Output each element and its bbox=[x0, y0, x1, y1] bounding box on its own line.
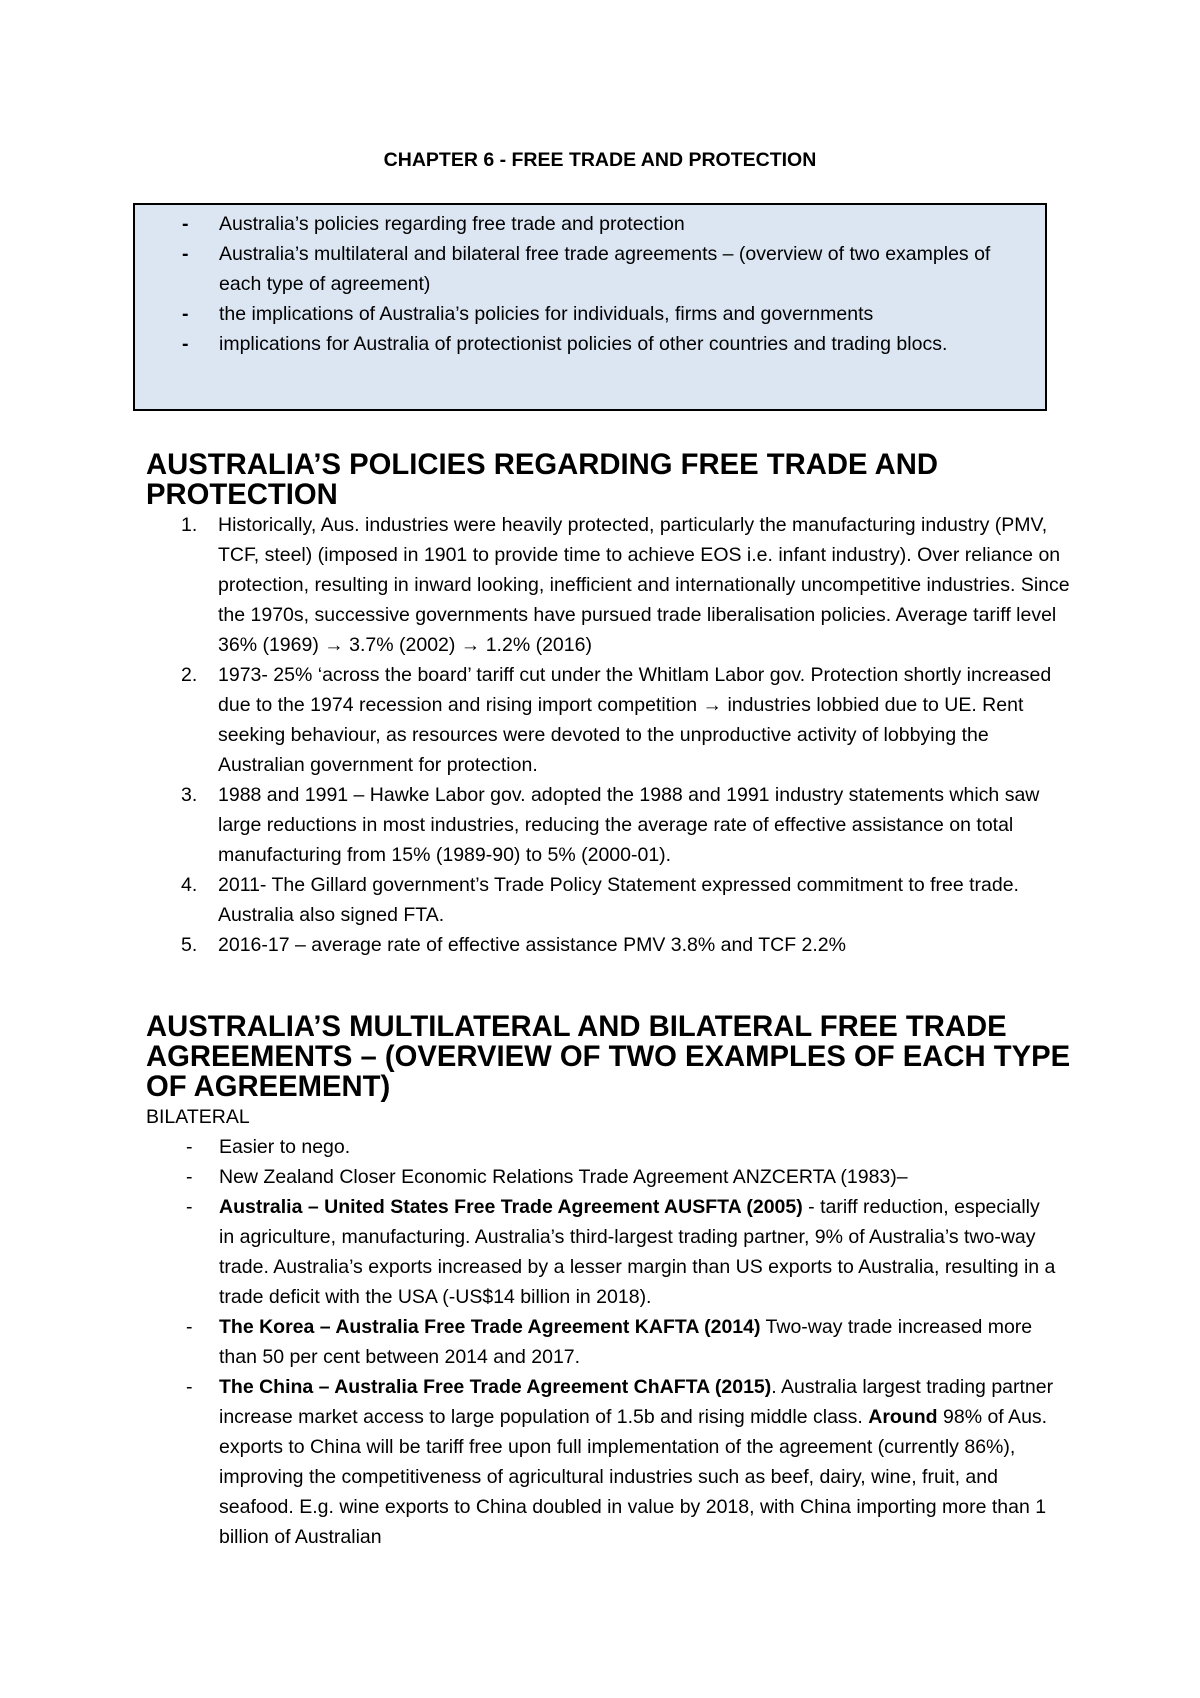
outcomes-list bbox=[135, 209, 1045, 359]
bilateral-list bbox=[146, 1132, 1086, 1552]
agreement-item: - Easier to nego. bbox=[146, 1132, 1086, 1162]
section-heading: AUSTRALIA’S MULTILATERAL AND BILATERAL FREE TRADE AGREEMENTS – (OVERVIEW OF TWO EXAMPLES OF EACH TYPE OF AGREEMENT) bbox=[146, 1011, 1071, 1103]
dash-bullet: - bbox=[182, 303, 189, 325]
agreement-item: - Australia – United States Free Trade Agreement AUSFTA (2005) - tariff reduction, especially in agriculture, manufacturing. Australia’s third-largest trading partner, 9% of Australia’s two-way trade. Australia’s exports increased by a lesser margin than US exports to Australia, resulting in a trade deficit with the USA (-US$14 billion in 2018). bbox=[146, 1192, 1086, 1312]
policy-item: 2. 1973- 25% ‘across the board’ tariff cut under the Whitlam Labor gov. Protection shortly increased due to the 1974 recession and rising import competition → industries lobbied due to UE. Rent seeking behaviour, as resources were devoted to the unproductive activity of lobbying the Australian government for protection. bbox=[181, 664, 1052, 776]
agreement-item: - The China – Australia Free Trade Agreement ChAFTA (2015). Australia largest trading partner increase market access to large population of 1.5b and rising middle class. Around 98% of Aus. exports to China will be tariff free upon full implementation of the agreement (currently 86%), improving the competitiveness of agricultural industries such as beef, dairy, wine, fruit, and seafood. E.g. wine exports to China doubled in value by 2018, with China importing more than 1 billion of Australian bbox=[146, 1372, 1086, 1552]
policy-item: 3. 1988 and 1991 – Hawke Labor gov. adopted the 1988 and 1991 industry statements which saw large reductions in most industries, reducing the average rate of effective assistance on total manufacturing from 15% (1989-90) to 5% (2000-01). bbox=[181, 784, 1040, 866]
dash-bullet: - bbox=[182, 243, 189, 265]
dash-bullet: - bbox=[182, 213, 189, 235]
syllabus-outcomes-box bbox=[133, 203, 1047, 411]
agreement-item: - New Zealand Closer Economic Relations Trade Agreement ANZCERTA (1983)– bbox=[146, 1162, 1086, 1192]
agreement-item: - The Korea – Australia Free Trade Agreement KAFTA (2014) Two-way trade increased more than 50 per cent between 2014 and 2017. bbox=[146, 1312, 1086, 1372]
dash-bullet: - bbox=[186, 1316, 193, 1338]
outcome-item: - implications for Australia of protectionist policies of other countries and trading blocs. bbox=[135, 329, 1045, 359]
dash-bullet: - bbox=[186, 1166, 193, 1188]
dash-bullet: - bbox=[186, 1376, 193, 1398]
section-heading: AUSTRALIA’S POLICIES REGARDING FREE TRADE AND PROTECTION bbox=[146, 449, 938, 511]
outcome-item: - Australia’s multilateral and bilateral free trade agreements – (overview of two examples of each type of agreement) bbox=[135, 239, 1045, 299]
subheading-bilateral: BILATERAL bbox=[146, 1106, 250, 1128]
policies-list bbox=[146, 510, 1086, 960]
dash-bullet: - bbox=[186, 1196, 193, 1218]
policy-item: 5. 2016-17 – average rate of effective assistance PMV 3.8% and TCF 2.2% bbox=[181, 934, 846, 956]
dash-bullet: - bbox=[182, 333, 189, 355]
section-agreements bbox=[146, 1012, 1086, 1552]
policy-item: 4. 2011- The Gillard government’s Trade Policy Statement expressed commitment to free trade. Australia also signed FTA. bbox=[181, 874, 1019, 926]
outcome-item: - Australia’s policies regarding free trade and protection bbox=[135, 209, 1045, 239]
dash-bullet: - bbox=[186, 1136, 193, 1158]
chapter-title: CHAPTER 6 - FREE TRADE AND PROTECTION bbox=[383, 149, 817, 171]
section-policies bbox=[146, 450, 1086, 960]
policy-item: 1. Historically, Aus. industries were heavily protected, particularly the manufacturing industry (PMV, TCF, steel) (imposed in 1901 to provide time to achieve EOS i.e. infant industry). Over reliance on protection, resulting in inward looking, inefficient and internationally uncompetitive industries. Since the 1970s, successive governments have pursued trade liberalisation policies. Average tariff level 36% (1969) → 3.7% (2002) → 1.2% (2016) bbox=[181, 514, 1070, 656]
outcome-item: - the implications of Australia’s policies for individuals, firms and governments bbox=[135, 299, 1045, 329]
